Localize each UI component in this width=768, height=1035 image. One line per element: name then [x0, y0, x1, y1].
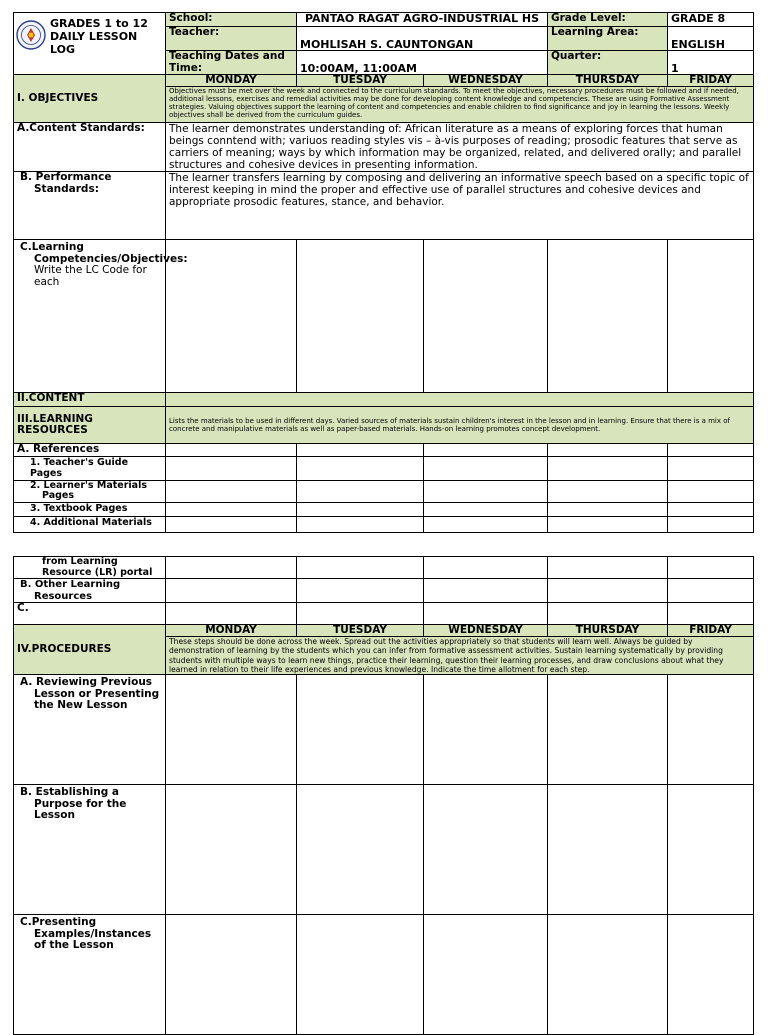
- comp-friday: [668, 240, 754, 393]
- day-tuesday-2: TUESDAY: [297, 625, 424, 637]
- table-cell: [424, 785, 548, 915]
- table-cell: [424, 557, 548, 579]
- table-cell: [424, 516, 548, 532]
- day-wednesday: WEDNESDAY: [424, 75, 548, 87]
- table-cell: [297, 675, 424, 785]
- title-line-1: GRADES 1 to 12: [50, 17, 148, 30]
- day-monday: MONDAY: [166, 75, 297, 87]
- lc-code-note: Write the LC Code for each: [34, 264, 147, 288]
- table-cell: [548, 502, 668, 516]
- table-cell: [297, 444, 424, 457]
- table-cell: [297, 915, 424, 1035]
- presenting-examples-label: C.Presenting Examples/Instances of the Lesson: [14, 915, 166, 1035]
- table-cell: [668, 579, 754, 603]
- content-row-fill: [166, 393, 754, 407]
- learning-area-label: Learning Area:: [548, 27, 668, 51]
- table-cell: [166, 603, 297, 625]
- learning-competencies-cell: [14, 240, 188, 393]
- textbook-pages-label: 3. Textbook Pages: [14, 502, 166, 516]
- lesson-log-table-top: [13, 12, 754, 533]
- table-cell: [424, 444, 548, 457]
- table-cell: [166, 456, 297, 480]
- comp-thursday: [548, 240, 668, 393]
- log-title: [50, 17, 165, 56]
- grade-level-label: Grade Level:: [548, 13, 668, 27]
- table-cell: [166, 502, 297, 516]
- lesson-log-page-2: [13, 556, 753, 1035]
- content-standards-text: The learner demonstrates understanding of: African literature as a means of exploring forces that human beings conntend with; variuos reading styles vis – à-vis purposes of reading; prosodic features that serve as carriers of meaning; ways by which information may be organized, related, and delivered orally; and parallel structures and cohesive devices in presenting information.: [166, 123, 754, 172]
- table-cell: [548, 579, 668, 603]
- table-cell: [297, 603, 424, 625]
- day-thursday: THURSDAY: [548, 75, 668, 87]
- comp-wednesday: [424, 240, 548, 393]
- procedures-label: IV.PROCEDURES: [14, 625, 166, 675]
- deped-seal-icon: [16, 20, 46, 50]
- lesson-log-page-1: [13, 12, 753, 533]
- table-cell: [668, 502, 754, 516]
- table-cell: [548, 915, 668, 1035]
- other-resources-label: B. Other Learning Resources: [14, 579, 166, 603]
- table-cell: [166, 444, 297, 457]
- table-cell: [668, 456, 754, 480]
- table-cell: [548, 603, 668, 625]
- table-cell: [297, 516, 424, 532]
- table-cell: [166, 915, 297, 1035]
- day-friday-2: FRIDAY: [668, 625, 754, 637]
- table-cell: [424, 480, 548, 502]
- content-standards-label: A.Content Standards:: [14, 123, 166, 172]
- quarter-value: 1: [668, 51, 754, 75]
- objectives-label: I. OBJECTIVES: [14, 75, 166, 123]
- teachers-guide-label: 1. Teacher's Guide Pages: [14, 456, 166, 480]
- table-cell: [166, 480, 297, 502]
- teaching-dates-label: Teaching Dates and Time:: [166, 51, 297, 75]
- reviewing-lesson-label: A. Reviewing Previous Lesson or Presenting the New Lesson: [14, 675, 166, 785]
- log-title-cell: [14, 13, 166, 75]
- table-cell: [297, 456, 424, 480]
- table-cell: [668, 603, 754, 625]
- day-friday: FRIDAY: [668, 75, 754, 87]
- day-thursday-2: THURSDAY: [548, 625, 668, 637]
- table-cell: [424, 915, 548, 1035]
- performance-standards-text: The learner transfers learning by composing and delivering an informative speech based on a specific topic of interest keeping in mind the proper and effective use of parallel structures and cohesive devices and appropriate prosodic features, stance, and behavior.: [166, 172, 754, 240]
- teaching-dates-value: 10:00AM, 11:00AM: [297, 51, 548, 75]
- table-cell: [548, 480, 668, 502]
- resources-c-label: C.: [14, 603, 166, 625]
- school-value: PANTAO RAGAT AGRO-INDUSTRIAL HS: [297, 13, 548, 27]
- learning-resources-label: III.LEARNING RESOURCES: [14, 407, 166, 444]
- day-monday-2: MONDAY: [166, 625, 297, 637]
- table-cell: [548, 557, 668, 579]
- table-cell: [166, 675, 297, 785]
- table-cell: [548, 785, 668, 915]
- teacher-label: Teacher:: [166, 27, 297, 51]
- table-cell: [548, 675, 668, 785]
- table-cell: [668, 557, 754, 579]
- learning-resources-note: Lists the materials to be used in different days. Varied sources of materials sustain children's interest in the lesson and in learning. Ensure that there is a mix of concrete and manipulative materials as well as paper-based materials. Hands-on learning promotes concept development.: [166, 407, 754, 444]
- procedures-note: These steps should be done across the week. Spread out the activities appropriately so that students will learn well. Always be guided by demonstration of learning by the students which you can infer from formative assessment activities. Sustain learning systematically by providing students with multiple ways to learn new things, practice their learning, question their learning processes, and draw conclusions about what they learned in relation to their life experiences and previous knowledge. Indicate the time allotment for each step.: [166, 637, 754, 675]
- table-cell: [297, 785, 424, 915]
- content-label: II.CONTENT: [14, 393, 166, 407]
- table-cell: [424, 456, 548, 480]
- day-wednesday-2: WEDNESDAY: [424, 625, 548, 637]
- table-cell: [424, 579, 548, 603]
- comp-tuesday: [297, 240, 424, 393]
- table-cell: [668, 516, 754, 532]
- table-cell: [166, 516, 297, 532]
- table-cell: [668, 675, 754, 785]
- quarter-label: Quarter:: [548, 51, 668, 75]
- table-cell: [166, 557, 297, 579]
- table-cell: [166, 785, 297, 915]
- learners-materials-label: 2. Learner's Materials Pages: [14, 480, 166, 502]
- table-cell: [424, 675, 548, 785]
- table-cell: [668, 785, 754, 915]
- table-cell: [668, 915, 754, 1035]
- title-line-2: DAILY LESSON LOG: [50, 30, 138, 56]
- additional-materials-label: 4. Additional Materials: [14, 516, 166, 532]
- table-cell: [297, 502, 424, 516]
- lesson-log-table-bottom: [13, 556, 754, 1035]
- learning-area-value: ENGLISH: [668, 27, 754, 51]
- lr-portal-label: from Learning Resource (LR) portal: [14, 557, 166, 579]
- table-cell: [668, 444, 754, 457]
- learning-competencies-label: C.Learning Competencies/Objectives:: [20, 241, 188, 265]
- table-cell: [424, 502, 548, 516]
- table-cell: [297, 579, 424, 603]
- objectives-note: Objectives must be met over the week and connected to the curriculum standards. To meet the objectives, necessary procedures must be followed and if needed, additional lessons, exercises and remedial activities may be done for developing content knowledge and competencies. These are using Formative Assessment strategies. Valuing objectives support the learning of content and competencies and enable children to find significance and joy in learning the lessons. Weekly objectives shall be derived from the curriculum guides.: [166, 87, 754, 123]
- establishing-purpose-label: B. Establishing a Purpose for the Lesson: [14, 785, 166, 915]
- school-label: School:: [166, 13, 297, 27]
- day-tuesday: TUESDAY: [297, 75, 424, 87]
- teacher-value: MOHLISAH S. CAUNTONGAN: [297, 27, 548, 51]
- table-cell: [668, 480, 754, 502]
- table-cell: [424, 603, 548, 625]
- references-label: A. References: [14, 444, 166, 457]
- table-cell: [548, 516, 668, 532]
- table-cell: [548, 444, 668, 457]
- table-cell: [297, 557, 424, 579]
- performance-standards-label: B. Performance Standards:: [14, 172, 166, 240]
- table-cell: [548, 456, 668, 480]
- grade-level-value: GRADE 8: [668, 13, 754, 27]
- table-cell: [297, 480, 424, 502]
- table-cell: [166, 579, 297, 603]
